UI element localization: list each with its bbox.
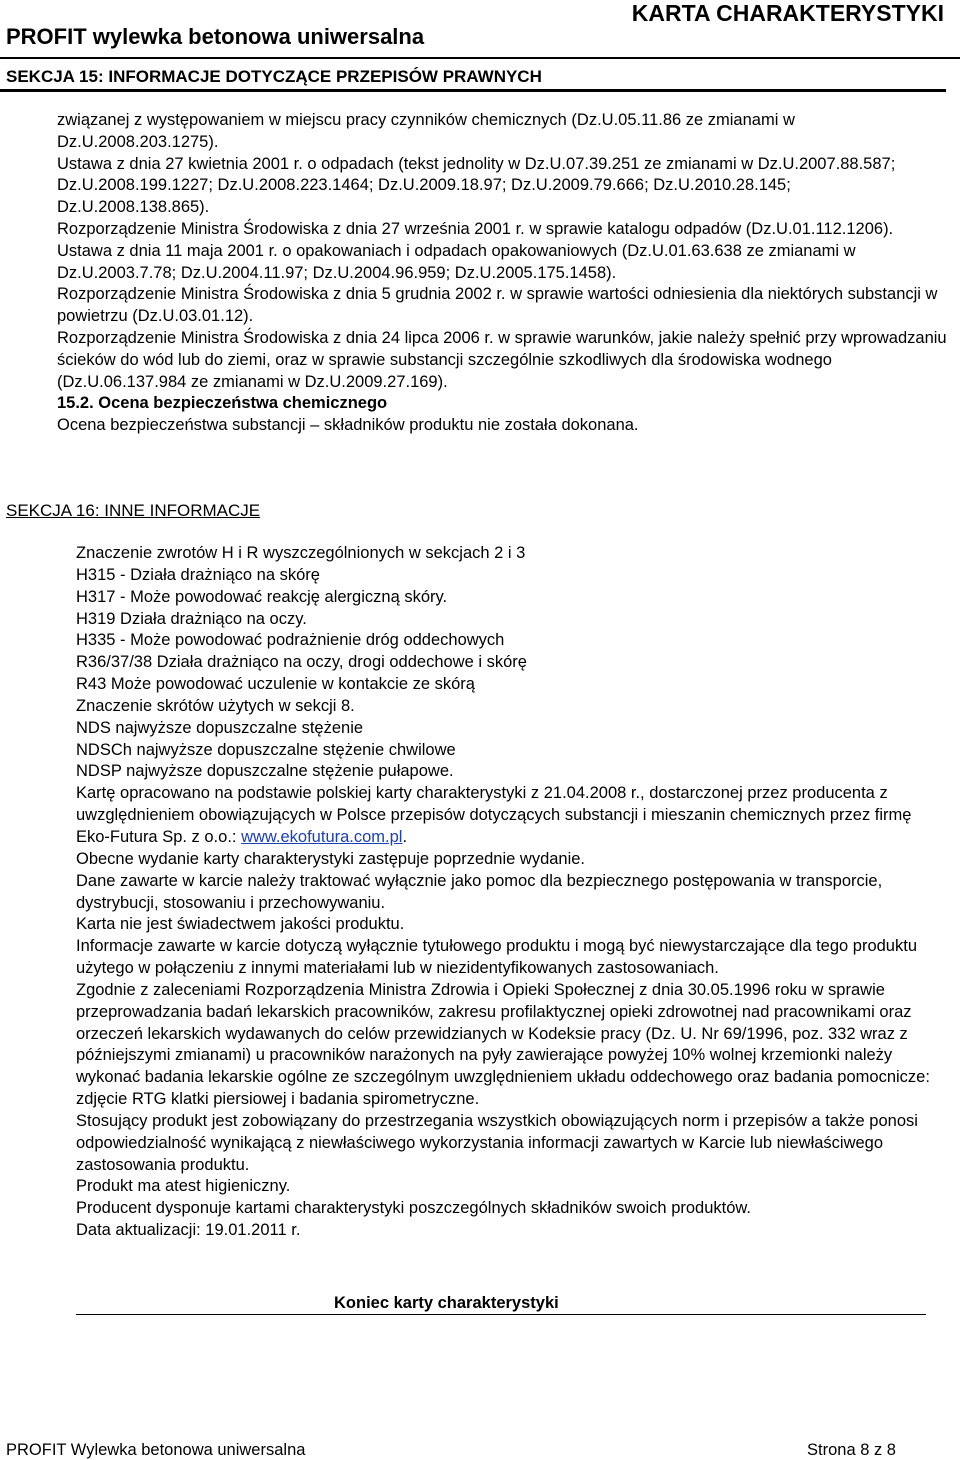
regulation-paragraph: Rozporządzenie Ministra Środowiska z dnia 24 lipca 2006 r. w sprawie warunków, jakie należy spełnić przy wprowadzaniu ścieków do wód lub do ziemi, oraz w sprawie substancji szczególnie szkodliwych dla środowiska wodnego (Dz.U.06.137.984 ze zmianami w Dz.U.2009.27.169). — [57, 328, 947, 391]
info-paragraph: Obecne wydanie karty charakterystyki zastępuje poprzednie wydanie. — [76, 849, 586, 868]
info-paragraph: Informacje zawarte w karcie dotyczą wyłącznie tytułowego produktu i mogą być niewystarczające dla tego produktu użytego w połączeniu z innymi materiałami lub w niezidentyfikowanych zastosowaniach. — [76, 937, 917, 978]
info-paragraph: Dane zawarte w karcie należy traktować wyłącznie jako pomoc dla bezpiecznego postępowania w transporcie, dystrybucji, stosowaniu i przechowywaniu. — [76, 871, 883, 912]
info-line: NDS najwyższe dopuszczalne stężenie — [76, 718, 364, 737]
section-15-heading: SEKCJA 15: INFORMACJE DOTYCZĄCE PRZEPISÓW PRAWNYCH — [6, 67, 542, 86]
header-divider — [0, 57, 960, 59]
info-line: Znaczenie zwrotów H i R wyszczególnionych w sekcjach 2 i 3 — [76, 544, 526, 562]
section-16-heading: SEKCJA 16: INNE INFORMACJE — [6, 501, 261, 520]
regulation-paragraph: związanej z występowaniem w miejscu pracy czynników chemicznych (Dz.U.05.11.86 ze zmianami w Dz.U.2008.203.1275). — [57, 111, 795, 151]
section-15-underline — [0, 89, 946, 92]
info-line: R36/37/38 Działa drażniąco na oczy, drogi oddechowe i skórę — [76, 653, 527, 672]
regulation-paragraph: Rozporządzenie Ministra Środowiska z dnia 27 września 2001 r. w sprawie katalogu odpadów (Dz.U.01.112.1206). — [57, 219, 894, 238]
info-paragraph: Stosujący produkt jest zobowiązany do przestrzegania wszystkich obowiązujących norm i przepisów a także ponosi odpowiedzialność wynikającą z niewłaściwego wykorzystania informacji zawartych w Karcie lub niewłaściwego zastosowania produktu. — [76, 1111, 918, 1174]
info-line: NDSP najwyższe dopuszczalne stężenie pułapowe. — [76, 762, 454, 781]
info-line: NDSCh najwyższe dopuszczalne stężenie chwilowe — [76, 740, 456, 759]
footer-page-number: Strona 8 z 8 — [807, 1441, 896, 1459]
subsection-15-2-text: Ocena bezpieczeństwa substancji – składników produktu nie została dokonana. — [57, 416, 639, 435]
update-date: Data aktualizacji: 19.01.2011 r. — [76, 1221, 301, 1240]
info-line: H317 - Może powodować reakcję alergiczną skóry. — [76, 587, 448, 606]
source-suffix: . — [402, 827, 408, 846]
document-title: KARTA CHARAKTERYSTYKI — [631, 0, 944, 26]
source-paragraph — [76, 783, 944, 849]
info-paragraph: Producent dysponuje kartami charakterystyki poszczególnych składników swoich produktów. — [76, 1199, 751, 1218]
section-16-body — [76, 543, 944, 1242]
info-line: H319 Działa drażniąco na oczy. — [76, 609, 307, 628]
source-text: Kartę opracowano na podstawie polskiej karty charakterystyki z 21.04.2008 r., dostarczonej przez producenta z uwzględnieniem obowiązujących w Polsce przepisów dotyczących substancji i mieszanin chemicznych przez firmę Eko-Futura Sp. z o.o.: — [76, 784, 912, 846]
end-divider — [76, 1314, 926, 1315]
regulation-paragraph: Ustawa z dnia 11 maja 2001 r. o opakowaniach i odpadach opakowaniowych (Dz.U.01.63.638 ze zmianami w Dz.U.2003.7.78; Dz.U.2004.11.97; Dz.U.2004.96.959; Dz.U.2005.175.1458). — [57, 241, 856, 282]
info-line: H315 - Działa drażniąco na skórę — [76, 565, 320, 584]
product-title: PROFIT wylewka betonowa uniwersalna — [6, 24, 425, 49]
info-line: Znaczenie skrótów użytych w sekcji 8. — [76, 696, 355, 715]
info-paragraph: Produkt ma atest higieniczny. — [76, 1177, 291, 1196]
regulation-paragraph: Ustawa z dnia 27 kwietnia 2001 r. o odpadach (tekst jednolity w Dz.U.07.39.251 ze zmianami w Dz.U.2007.88.587; Dz.U.2008.199.1227; Dz.U.2008.223.1464; Dz.U.2009.18.97; Dz.U.2009.79.666; Dz.U.2010.28.145; Dz.U.2008.138.865). — [57, 154, 896, 217]
info-line: H335 - Może powodować podrażnienie dróg oddechowych — [76, 631, 505, 650]
ekofutura-link[interactable]: www.ekofutura.com.pl — [241, 827, 403, 846]
regulation-paragraph: Rozporządzenie Ministra Środowiska z dnia 5 grudnia 2002 r. w sprawie wartości odniesienia dla niektórych substancji w powietrzu (Dz.U.03.01.12). — [57, 285, 938, 326]
info-paragraph: Zgodnie z zaleceniami Rozporządzenia Ministra Zdrowia i Opieki Społecznej z dnia 30.05.1996 roku w sprawie przeprowadzania badań lekarskich pracowników, zakresu profilaktycznej opieki zdrowotnej nad pracownikami oraz orzeczeń lekarskich wydawanych do celów przewidzianych w Kodeksie pracy (Dz. U. Nr 69/1996, poz. 332 wraz z późniejszymi zmianami) u pracowników narażonych na pyły zawierające powyżej 10% wolnej krzemionki należy wykonać badania lekarskie ogólne ze szczególnym uwzględnieniem układu oddechowego oraz badania pomocnicze: zdjęcie RTG klatki piersiowej i badania spirometryczne. — [76, 980, 930, 1109]
end-of-sheet-title: Koniec karty charakterystyki — [334, 1294, 559, 1312]
info-line: R43 Może powodować uczulenie w kontakcie ze skórą — [76, 675, 475, 694]
subsection-15-2-heading: 15.2. Ocena bezpieczeństwa chemicznego — [57, 394, 388, 413]
info-paragraph: Karta nie jest świadectwem jakości produktu. — [76, 915, 405, 934]
footer-product-name: PROFIT Wylewka betonowa uniwersalna — [6, 1441, 306, 1459]
section-15-body — [57, 110, 947, 437]
